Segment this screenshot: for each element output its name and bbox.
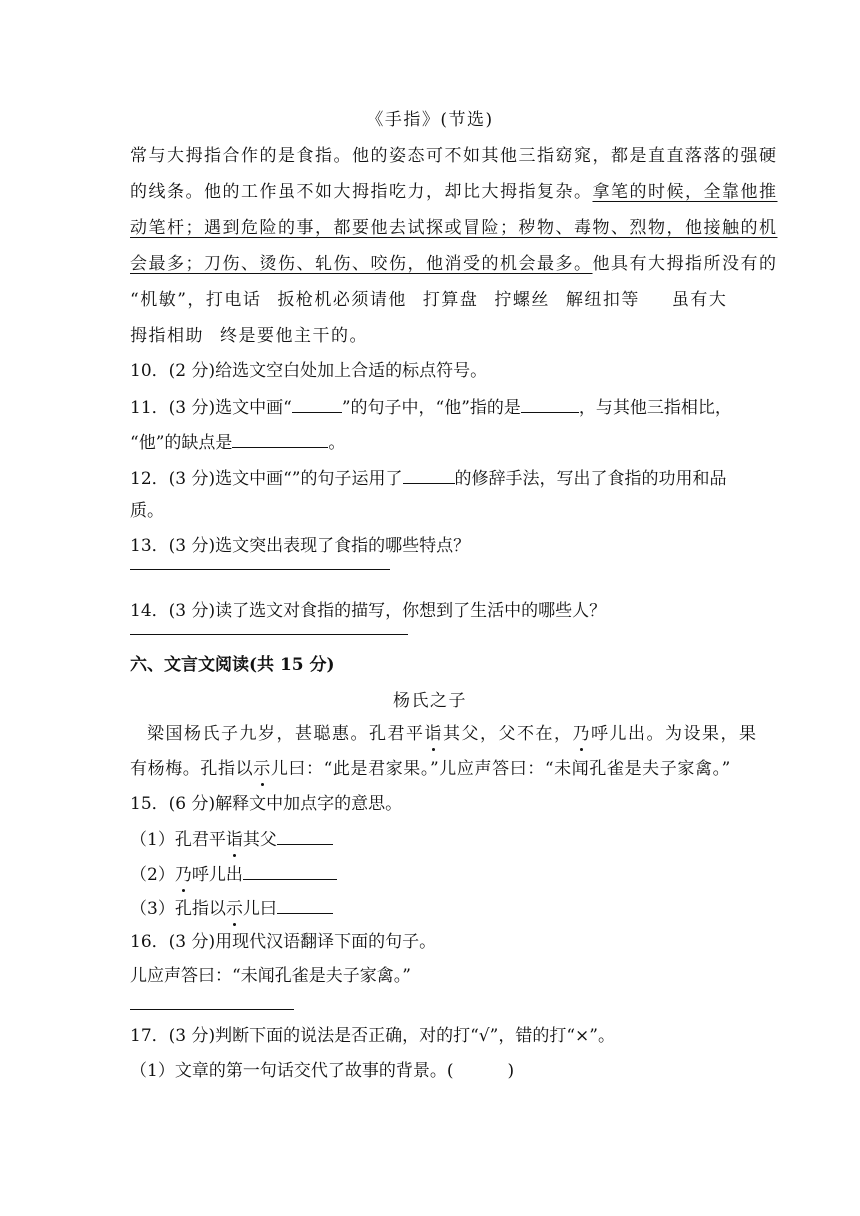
underlined-sentence-part: 拿笔的时候，全靠他推 <box>592 182 778 202</box>
answer-blank[interactable] <box>232 429 328 448</box>
classical-text: 梁国杨氏子九岁，甚聪惠。孔君平 <box>147 724 425 744</box>
item-text: （1）文章的第一句话交代了故事的背景。( <box>130 1061 454 1081</box>
passage-fragment: 解纽扣等 <box>565 290 640 310</box>
passage-fragment: 打算盘 <box>422 290 479 310</box>
question-15-item-2 <box>130 861 337 887</box>
answer-blank[interactable] <box>277 895 333 914</box>
question-11-text: ”的句子中，“他”指的是 <box>341 398 521 418</box>
dotted-character: 示 <box>253 759 271 779</box>
dotted-character: 诣 <box>424 724 443 744</box>
answer-blank[interactable] <box>403 465 455 484</box>
classical-line-1 <box>147 722 758 746</box>
question-15-item-3 <box>130 895 333 921</box>
passage-title: 《手指》(节选) <box>366 110 494 130</box>
passage-line-6 <box>130 324 368 348</box>
question-11-text: ，与其他三指相比， <box>578 398 732 418</box>
passage-fragment: “机敏”，打电话 <box>130 290 262 310</box>
item-text: （2） <box>130 865 175 885</box>
dotted-character: 乃 <box>572 724 591 744</box>
underlined-sentence-part: 动笔杆；遇到危险的事，都要他去试探或冒险；秽物、毒物、烈物，他接触的机 <box>130 218 778 238</box>
item-text: 呼儿出 <box>191 865 243 885</box>
item-text: 其父 <box>242 830 277 850</box>
underlined-sentence-part: 会最多；刀伤、烫伤、轧伤、咬伤，他消受的机会最多。 <box>130 254 593 274</box>
answer-blank[interactable] <box>521 394 579 413</box>
dotted-character: 诣 <box>225 830 243 850</box>
dotted-character: 示 <box>225 899 243 919</box>
classical-text: 其父，父不在， <box>443 724 573 744</box>
question-11 <box>130 394 732 420</box>
passage-fragment: 终是要他主干的。 <box>220 326 368 346</box>
passage-fragment: 拧螺丝 <box>494 290 550 310</box>
passage-line-2 <box>130 180 778 204</box>
question-14: 14．(3 分)读了选文对食指的描写，你想到了生活中的哪些人？ <box>130 601 607 621</box>
item-text: （1）孔君平 <box>130 830 226 850</box>
question-10: 10．(2 分)给选文空白处加上合适的标点符号。 <box>130 361 488 381</box>
answer-blank[interactable] <box>277 826 333 845</box>
passage-line-2-text: 的线条。他的工作虽不如大拇指吃力，却比大拇指复杂。 <box>130 182 593 202</box>
answer-line[interactable] <box>130 634 408 635</box>
classical-line-2 <box>130 757 731 781</box>
question-15-item-1 <box>130 826 333 852</box>
classical-text: 儿曰：“此是君家果。”儿应声答曰：“未闻孔雀是夫子家禽。” <box>270 759 731 779</box>
question-13: 13．(3 分)选文突出表现了食指的哪些特点？ <box>130 536 471 556</box>
question-11-text: 11．(3 分)选文中画“ <box>130 398 292 418</box>
question-16: 16．(3 分)用现代汉语翻译下面的句子。 <box>130 932 437 952</box>
answer-blank[interactable] <box>243 861 337 880</box>
passage-fragment: 扳枪机必须请他 <box>277 290 407 310</box>
passage-line-1: 常与大拇指合作的是食指。他的姿态可不如其他三指窈窕，都是直直落落的强硬 <box>130 146 778 166</box>
question-12-text: 12．(3 分)选文中画“”的句子运用了 <box>130 469 403 489</box>
section-heading: 六、文言文阅读(共 15 分) <box>130 655 335 675</box>
item-text: ) <box>507 1061 515 1081</box>
classical-text: 呼儿出。为设果，果 <box>591 724 758 744</box>
classical-text-title: 杨氏之子 <box>393 691 467 711</box>
passage-fragment: 虽有大 <box>671 290 728 310</box>
passage-line-5 <box>130 288 727 312</box>
question-17: 17．(3 分)判断下面的说法是否正确，对的打“√”，错的打“×”。 <box>130 1026 615 1046</box>
question-15: 15．(6 分)解释文中加点字的意思。 <box>130 794 403 814</box>
question-12 <box>130 465 727 491</box>
question-17-item-1 <box>130 1059 514 1083</box>
dotted-character: 乃 <box>174 865 192 885</box>
item-text: （3）孔指以 <box>130 899 226 919</box>
underline-marker <box>292 394 342 413</box>
question-16-sentence: 儿应声答曰：“未闻孔雀是夫子家禽。” <box>130 966 411 986</box>
answer-line[interactable] <box>130 569 390 570</box>
answer-line[interactable] <box>130 1009 294 1010</box>
question-12-text: 的修辞手法，写出了食指的功用和品 <box>454 469 727 489</box>
passage-line-4 <box>130 252 778 276</box>
question-11-text: “他”的缺点是 <box>130 433 233 453</box>
passage-line-3 <box>130 216 778 240</box>
question-11-cont <box>130 429 345 455</box>
passage-line-4-text: 他具有大拇指所没有的 <box>592 254 778 274</box>
passage-fragment: 拇指相助 <box>130 326 204 346</box>
classical-text: 有杨梅。孔指以 <box>130 759 254 779</box>
question-12-cont: 质。 <box>130 501 164 521</box>
item-text: 儿曰 <box>242 899 277 919</box>
question-11-text: 。 <box>328 433 346 453</box>
